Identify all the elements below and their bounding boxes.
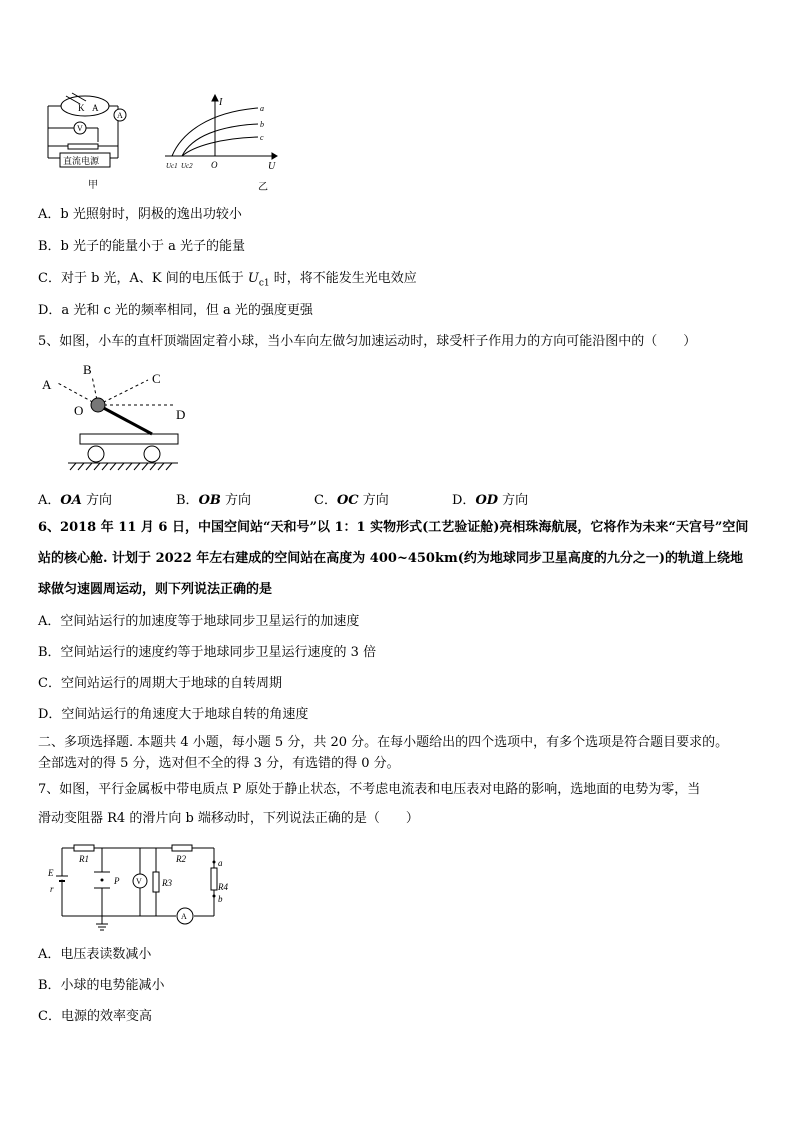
q4-option-c-symbol: U xyxy=(247,271,259,286)
label-a: A xyxy=(92,103,99,113)
figure-caption-jia: 甲 xyxy=(88,180,98,191)
q6-option-d: D．空间站运行的角速度大于地球自转的角速度 xyxy=(38,707,309,722)
q7-option-c: C．电源的效率变高 xyxy=(38,1009,152,1024)
power-supply-label: 直流电源 xyxy=(63,156,100,166)
q7-label-e: E xyxy=(48,868,54,878)
q4-option-b: B．b 光子的能量小于 a 光子的能量 xyxy=(38,239,246,254)
q5-option-b: B．OB 方向 xyxy=(176,493,252,508)
voltmeter-icon: V xyxy=(77,124,83,133)
cart-figure xyxy=(38,360,188,474)
curve-a-label: a xyxy=(260,104,264,113)
section2-instructions-line1: 二、多项选择题. 本题共 4 小题，每小题 5 分，共 20 分。在每小题给出的四个选项中，有多个选项是符合题目要求的。 xyxy=(38,735,729,750)
iu-graph-figure xyxy=(160,92,280,194)
label-k: K xyxy=(78,103,85,113)
q7-option-b: B．小球的电势能减小 xyxy=(38,978,165,993)
cart-label-b: B xyxy=(83,362,92,377)
q7-ammeter-icon: A xyxy=(181,912,187,921)
cart-label-d: D xyxy=(176,407,186,422)
q7-label-r2: R2 xyxy=(176,854,186,864)
axis-u-label: U xyxy=(268,161,276,172)
q4-option-c-sub: c1 xyxy=(258,278,270,289)
q7-label-a: a xyxy=(218,858,223,868)
axis-i-label: I xyxy=(219,97,223,108)
q6-stem-line3: 球做匀速圆周运动，则下列说法正确的是 xyxy=(38,582,273,597)
q4-option-c-pre: C．对于 b 光，A、K 间的电压低于 xyxy=(38,271,248,286)
q7-label-p: P xyxy=(114,876,120,886)
q6-option-c: C．空间站运行的周期大于地球的自转周期 xyxy=(38,676,282,691)
q7-label-b: b xyxy=(218,894,223,904)
curve-c-label: c xyxy=(260,133,264,142)
q6-option-b: B．空间站运行的速度约等于地球同步卫星运行速度的 3 倍 xyxy=(38,645,377,660)
q7-stem-line1: 7、如图，平行金属板中带电质点 P 原处于静止状态，不考虑电流表和电压表对电路的影响，选地面的电势为零，当 xyxy=(38,782,701,797)
q6-stem-line2: 站的核心舱. 计划于 2022 年左右建成的空间站在高度为 400~450km(约为地球同步卫星高度的九分之一)的轨道上绕地 xyxy=(38,551,744,566)
q6-stem-line1: 6、2018 年 11 月 6 日，中国空间站“天和号”以 1：1 实物形式(工艺验证舱)亮相珠海航展，它将作为未来“天宫号”空间 xyxy=(38,520,749,535)
ammeter-icon: A xyxy=(117,111,123,120)
phototube-circuit-figure xyxy=(40,92,140,192)
q7-stem-line2: 滑动变阻器 R4 的滑片向 b 端移动时，下列说法正确的是（ ） xyxy=(38,811,419,826)
q4-option-d: D．a 光和 c 光的频率相同，但 a 光的强度更强 xyxy=(38,303,313,318)
cart-label-o: O xyxy=(74,403,84,418)
q7-label-r1: R1 xyxy=(79,854,89,864)
uc2-label: Uc2 xyxy=(181,162,193,170)
cart-label-c: C xyxy=(152,371,161,386)
q7-option-a: A．电压表读数减小 xyxy=(38,947,152,962)
q4-option-a: A．b 光照射时，阴极的逸出功较小 xyxy=(38,207,242,222)
q7-label-r4: R4 xyxy=(218,882,228,892)
q7-voltmeter-icon: V xyxy=(136,877,142,886)
q7-circuit-figure xyxy=(46,840,236,932)
section2-instructions-line2: 全部选对的得 5 分，选对但不全的得 3 分，有选错的得 0 分。 xyxy=(38,756,400,771)
cart-label-a: A xyxy=(42,377,52,392)
uc1-label: Uc1 xyxy=(166,162,178,170)
q7-label-r: r xyxy=(50,884,54,894)
origin-label: O xyxy=(211,160,218,170)
q4-option-c-post: 时，将不能发生光电效应 xyxy=(269,271,417,286)
q5-option-d: D．OD 方向 xyxy=(452,493,529,508)
q4-option-c xyxy=(38,271,417,292)
q6-option-a: A．空间站运行的加速度等于地球同步卫星运行的加速度 xyxy=(38,614,360,629)
q5-option-a: A．OA 方向 xyxy=(38,493,112,508)
figure-caption-yi: 乙 xyxy=(258,182,268,193)
q5-option-c: C．OC 方向 xyxy=(314,493,389,508)
curve-b-label: b xyxy=(260,120,264,129)
q7-label-r3: R3 xyxy=(162,878,172,888)
q5-stem: 5、如图，小车的直杆顶端固定着小球，当小车向左做匀加速运动时，球受杆子作用力的方向可能沿图中的（ ） xyxy=(38,334,697,349)
